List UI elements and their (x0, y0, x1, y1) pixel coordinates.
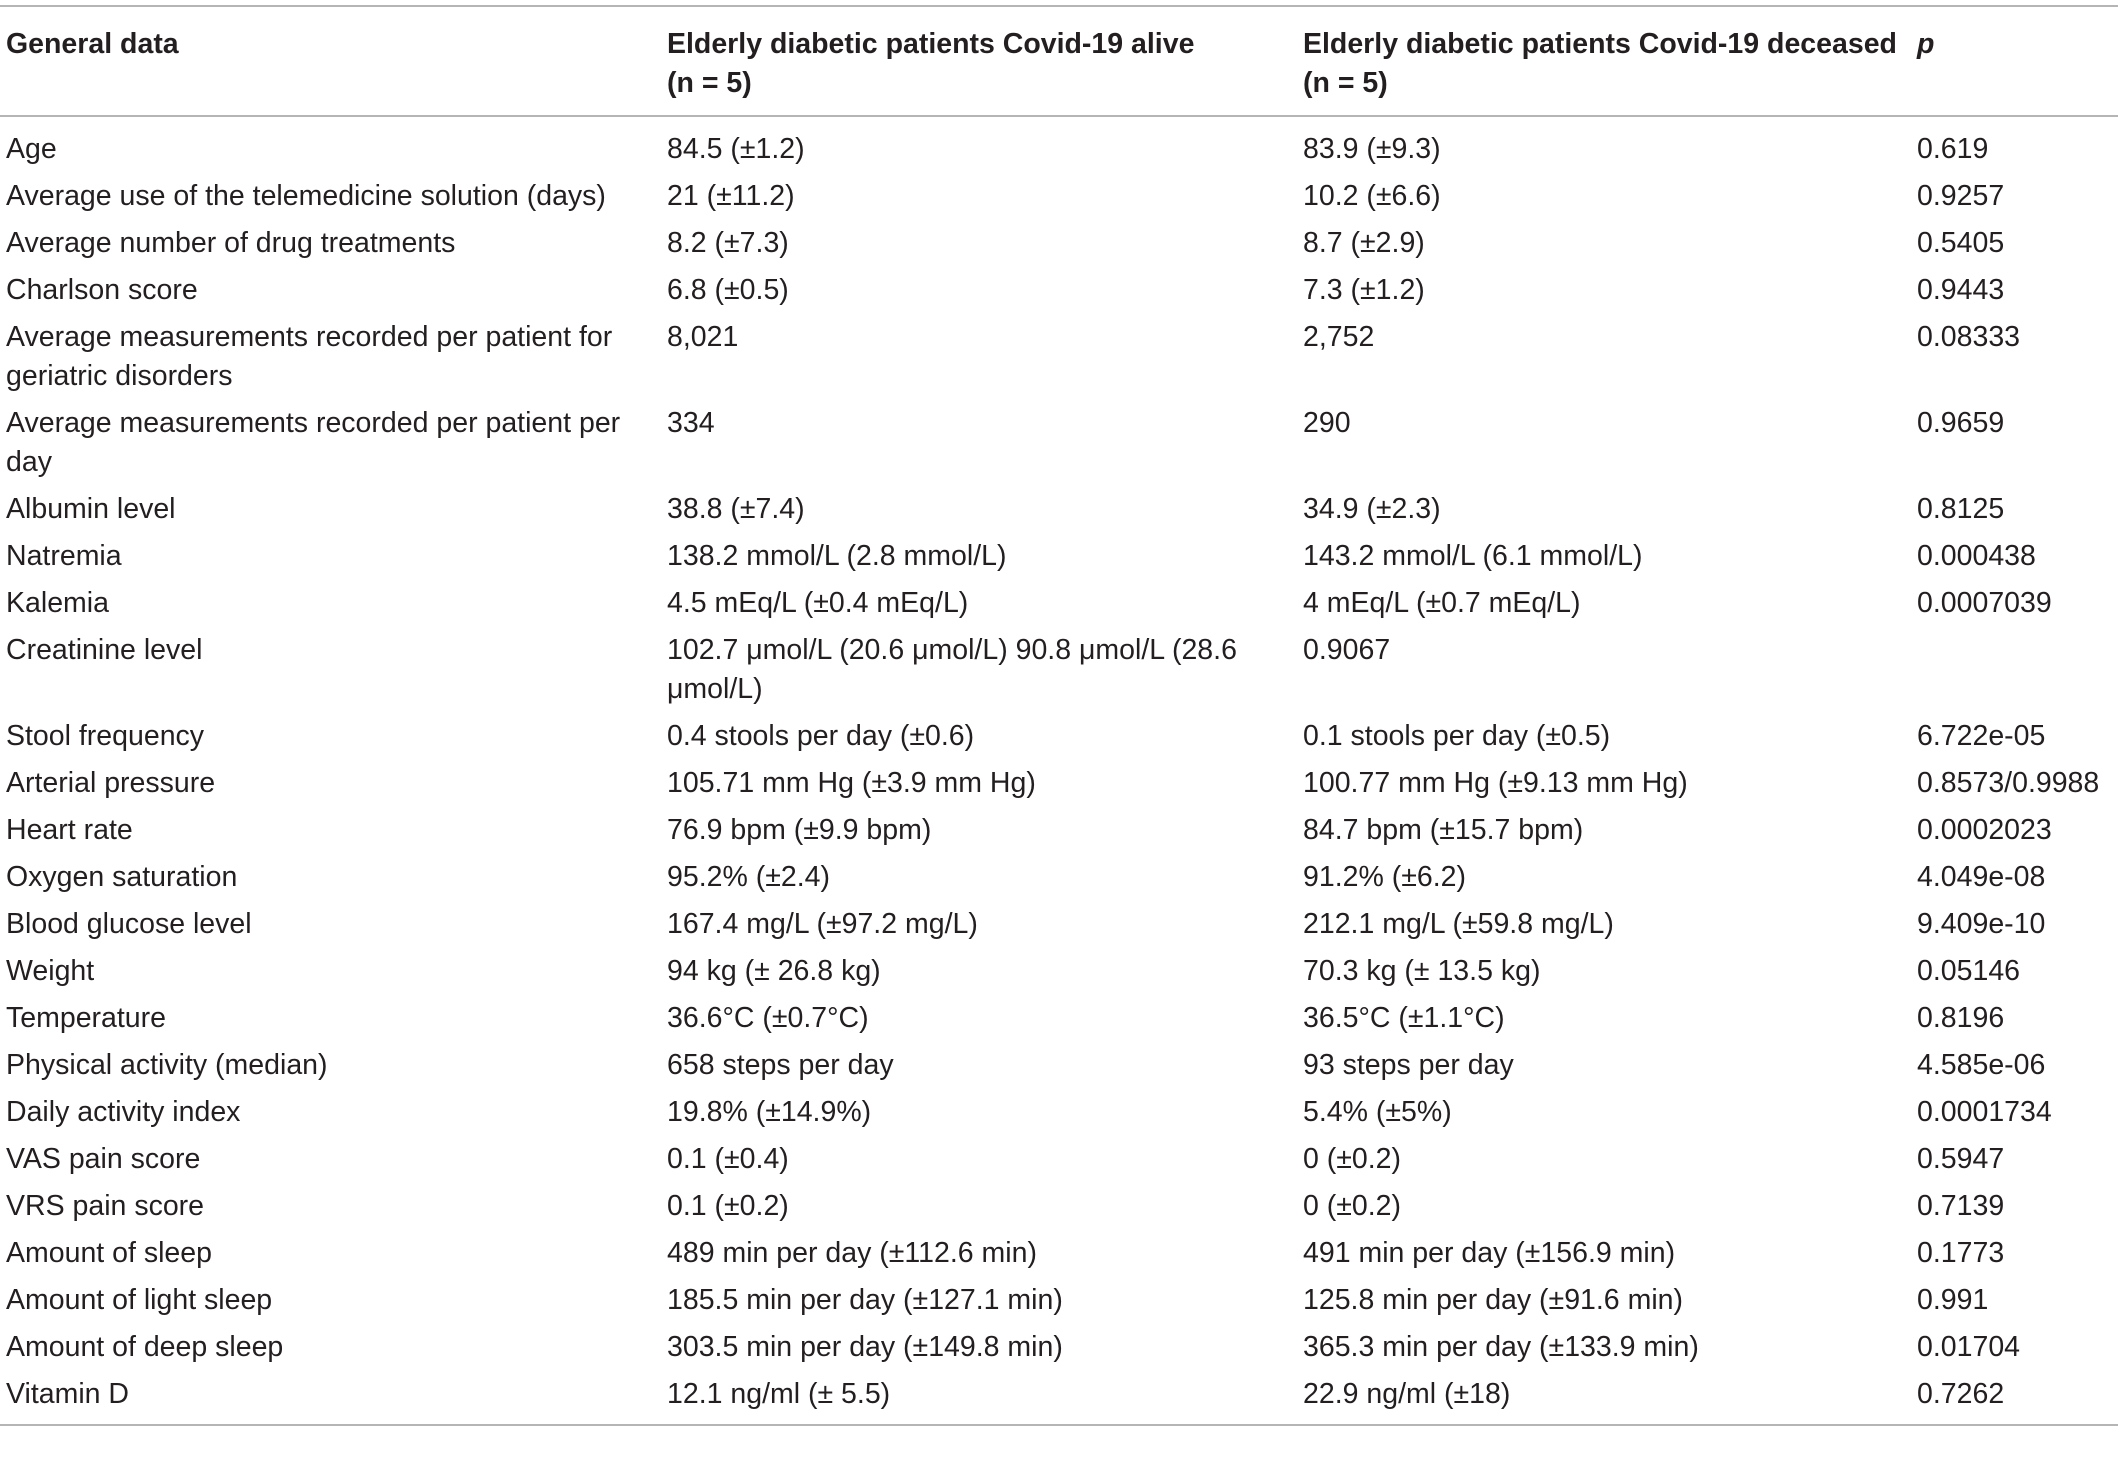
deceased-value: 212.1 mg/L (±59.8 mg/L) (1303, 908, 1614, 940)
table-row (0, 486, 2118, 533)
deceased-value: 93 steps per day (1303, 1049, 1514, 1081)
table-row (0, 267, 2118, 314)
alive-value: 0.1 (±0.2) (667, 1190, 789, 1222)
alive-value: 658 steps per day (667, 1049, 894, 1081)
p-value: 0.9443 (1917, 274, 2005, 306)
p-value: 0.05146 (1917, 955, 2021, 987)
deceased-value: 36.5°C (±1.1°C) (1303, 1002, 1505, 1034)
row-label: Weight (6, 955, 95, 987)
alive-value: 21 (±11.2) (667, 180, 795, 212)
row-label: VAS pain score (6, 1143, 201, 1175)
row-label: Amount of sleep (6, 1237, 212, 1269)
table-row (0, 400, 2118, 486)
deceased-value: 83.9 (±9.3) (1303, 133, 1441, 165)
table-body (0, 116, 2118, 1425)
row-label: Arterial pressure (6, 767, 216, 799)
table-row (0, 760, 2118, 807)
alive-value: 105.71 mm Hg (±3.9 mm Hg) (667, 767, 1036, 799)
header-row (0, 6, 2118, 116)
header-alive-n: (n = 5) (667, 67, 752, 99)
p-value: 0.0002023 (1917, 814, 2052, 846)
p-value: 0.9257 (1917, 180, 2005, 212)
alive-value: 489 min per day (±112.6 min) (667, 1237, 1037, 1269)
deceased-value: 0 (±0.2) (1303, 1143, 1402, 1175)
data-table (0, 5, 2118, 1426)
p-value: 0.5405 (1917, 227, 2005, 259)
row-label: Daily activity index (6, 1096, 241, 1128)
deceased-value: 0 (±0.2) (1303, 1190, 1402, 1222)
alive-value: 36.6°C (±0.7°C) (667, 1002, 869, 1034)
table-row (0, 1230, 2118, 1277)
row-label: Natremia (6, 540, 122, 572)
header-deceased-text: Elderly diabetic patients Covid-19 deceased (1303, 28, 1897, 60)
alive-value: 8.2 (±7.3) (667, 227, 789, 259)
table-row (0, 1324, 2118, 1371)
table-row (0, 220, 2118, 267)
deceased-value: 143.2 mmol/L (6.1 mmol/L) (1303, 540, 1643, 572)
table-row (0, 1136, 2118, 1183)
deceased-value: 70.3 kg (± 13.5 kg) (1303, 955, 1541, 987)
row-label: Oxygen saturation (6, 861, 238, 893)
deceased-value: 491 min per day (±156.9 min) (1303, 1237, 1676, 1269)
header-alive-text: Elderly diabetic patients Covid-19 alive (667, 28, 1195, 60)
alive-value: 95.2% (±2.4) (667, 861, 830, 893)
table-row (0, 807, 2118, 854)
p-value: 0.0001734 (1917, 1096, 2052, 1128)
alive-value: 12.1 ng/ml (± 5.5) (667, 1378, 891, 1410)
p-value: 6.722e-05 (1917, 720, 2046, 752)
alive-value: 334 (667, 407, 715, 439)
table-row (0, 948, 2118, 995)
alive-value: 6.8 (±0.5) (667, 274, 789, 306)
table-row (0, 995, 2118, 1042)
row-label: Amount of deep sleep (6, 1331, 284, 1363)
deceased-value: 290 (1303, 407, 1351, 439)
row-label: Vitamin D (6, 1378, 130, 1410)
alive-value: 19.8% (±14.9%) (667, 1096, 872, 1128)
alive-value: 84.5 (±1.2) (667, 133, 805, 165)
p-value: 0.8573/0.9988 (1917, 767, 2100, 799)
header-p-value: p (1917, 28, 1935, 60)
alive-value: 0.1 (±0.4) (667, 1143, 789, 1175)
header-alive (661, 6, 1297, 116)
deceased-value: 84.7 bpm (±15.7 bpm) (1303, 814, 1584, 846)
table-row (0, 854, 2118, 901)
table-row (0, 1042, 2118, 1089)
p-value: 9.409e-10 (1917, 908, 2046, 940)
p-value: 0.8125 (1917, 493, 2005, 525)
deceased-value: 2,752 (1303, 321, 1375, 353)
deceased-value: 10.2 (±6.6) (1303, 180, 1441, 212)
alive-value: 8,021 (667, 321, 739, 353)
header-general-data: General data (6, 28, 179, 60)
table-row (0, 1183, 2118, 1230)
p-value: 0.01704 (1917, 1331, 2021, 1363)
row-label: Age (6, 133, 57, 165)
deceased-value: 0.9067 (1303, 634, 1391, 666)
p-value: 0.0007039 (1917, 587, 2052, 619)
alive-value: 4.5 mEq/L (±0.4 mEq/L) (667, 587, 969, 619)
deceased-value: 125.8 min per day (±91.6 min) (1303, 1284, 1683, 1316)
row-label: Amount of light sleep (6, 1284, 273, 1316)
p-value: 0.991 (1917, 1284, 1989, 1316)
row-label: Physical activity (median) (6, 1049, 328, 1081)
p-value: 0.1773 (1917, 1237, 2005, 1269)
p-value: 0.9659 (1917, 407, 2005, 439)
table-row (0, 116, 2118, 173)
p-value: 0.7139 (1917, 1190, 2005, 1222)
table-row (0, 580, 2118, 627)
row-label: Creatinine level (6, 634, 203, 666)
table-row (0, 314, 2118, 400)
row-label: Heart rate (6, 814, 133, 846)
p-value: 0.08333 (1917, 321, 2021, 353)
table-row (0, 1371, 2118, 1425)
alive-value: 185.5 min per day (±127.1 min) (667, 1284, 1063, 1316)
alive-value: 303.5 min per day (±149.8 min) (667, 1331, 1063, 1363)
deceased-value: 91.2% (±6.2) (1303, 861, 1466, 893)
row-label: Stool frequency (6, 720, 205, 752)
table-row (0, 1277, 2118, 1324)
deceased-value: 5.4% (±5%) (1303, 1096, 1452, 1128)
deceased-value: 22.9 ng/ml (±18) (1303, 1378, 1511, 1410)
row-label: Kalemia (6, 587, 109, 619)
table-row (0, 533, 2118, 580)
deceased-value: 100.77 mm Hg (±9.13 mm Hg) (1303, 767, 1688, 799)
header-deceased (1297, 6, 1911, 116)
alive-value: 38.8 (±7.4) (667, 493, 805, 525)
table-row (0, 713, 2118, 760)
row-label: Blood glucose level (6, 908, 252, 940)
alive-value: 138.2 mmol/L (2.8 mmol/L) (667, 540, 1007, 572)
deceased-value: 0.1 stools per day (±0.5) (1303, 720, 1611, 752)
p-value: 4.585e-06 (1917, 1049, 2046, 1081)
alive-value: 76.9 bpm (±9.9 bpm) (667, 814, 932, 846)
deceased-value: 34.9 (±2.3) (1303, 493, 1441, 525)
p-value: 4.049e-08 (1917, 861, 2046, 893)
row-label: Average measurements recorded per patient for geriatric disorders (6, 321, 613, 392)
alive-value: 167.4 mg/L (±97.2 mg/L) (667, 908, 978, 940)
p-value: 0.000438 (1917, 540, 2036, 572)
table-row (0, 173, 2118, 220)
alive-value: 94 kg (± 26.8 kg) (667, 955, 881, 987)
row-label: Temperature (6, 1002, 166, 1034)
p-value: 0.8196 (1917, 1002, 2005, 1034)
row-label: Average use of the telemedicine solution (days) (6, 180, 606, 212)
p-value: 0.5947 (1917, 1143, 2005, 1175)
deceased-value: 4 mEq/L (±0.7 mEq/L) (1303, 587, 1581, 619)
p-value: 0.7262 (1917, 1378, 2005, 1410)
row-label: VRS pain score (6, 1190, 205, 1222)
row-label: Charlson score (6, 274, 198, 306)
alive-value: 0.4 stools per day (±0.6) (667, 720, 975, 752)
deceased-value: 7.3 (±1.2) (1303, 274, 1425, 306)
table-row (0, 901, 2118, 948)
deceased-value: 365.3 min per day (±133.9 min) (1303, 1331, 1699, 1363)
p-value (1911, 627, 2118, 713)
row-label: Albumin level (6, 493, 176, 525)
row-label: Average measurements recorded per patient per day (6, 407, 621, 478)
p-value: 0.619 (1917, 133, 1989, 165)
table-row (0, 627, 2118, 713)
deceased-value: 8.7 (±2.9) (1303, 227, 1425, 259)
table-row (0, 1089, 2118, 1136)
header-deceased-n: (n = 5) (1303, 67, 1388, 99)
alive-value: 102.7 μmol/L (20.6 μmol/L) 90.8 μmol/L (28.6 μmol/L) (667, 634, 1237, 705)
row-label: Average number of drug treatments (6, 227, 456, 259)
